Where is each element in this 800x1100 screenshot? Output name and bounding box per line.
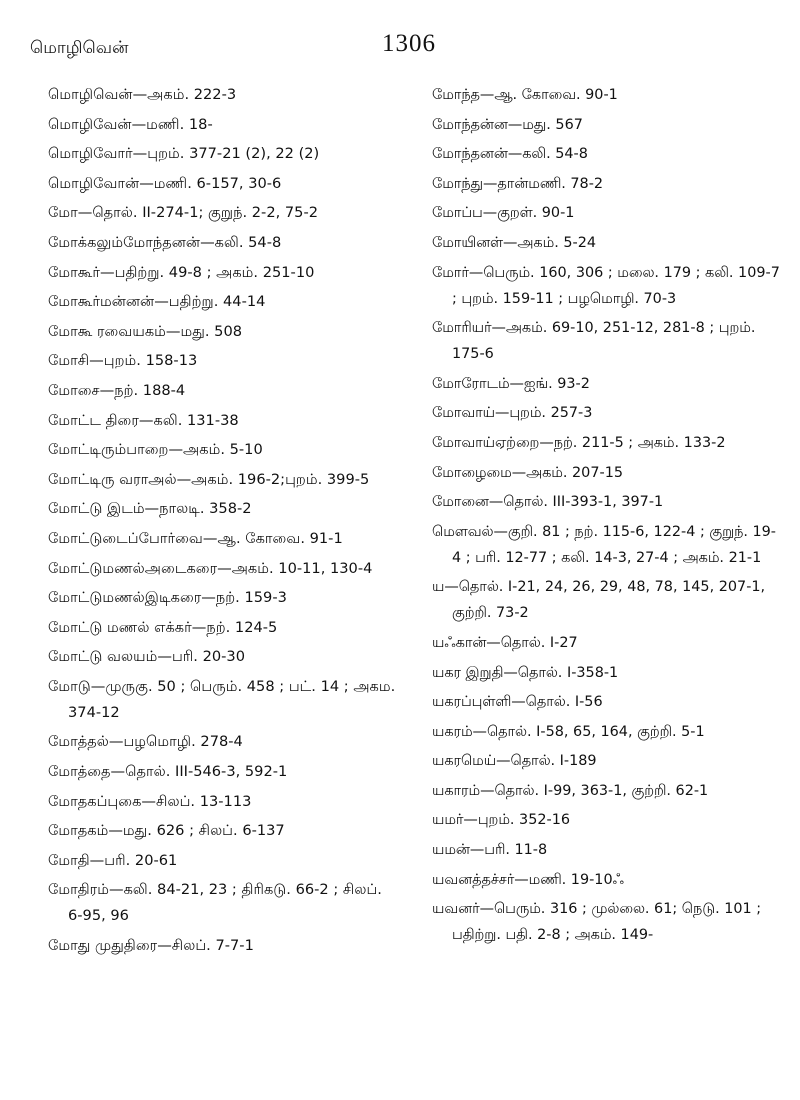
index-entry: மௌவல்—குறி. 81 ; நற். 115-6, 122-4 ; குறுந். 19-4 ; பரி. 12-77 ; கலி. 14-3, 27-4 ; அகம். 21-1 <box>432 523 776 566</box>
index-entry: மோகூர்—பதிற்று. 49-8 ; அகம். 251-10 <box>48 263 315 281</box>
index-entry: மோர்—பெரும். 160, 306 ; மலை. 179 ; கலி. 109-7 ; புறம். 159-11 ; பழமொழி. 70-3 <box>432 264 780 307</box>
index-entry: மோசை—நற். 188-4 <box>48 381 186 399</box>
index-entry: மொழிவோன்—மணி. 6-157, 30-6 <box>48 174 282 192</box>
index-entry: மோரியர்—அகம். 69-10, 251-12, 281-8 ; புறம். 175-6 <box>432 320 756 363</box>
index-entry: மோதகம்—மது. 626 ; சிலப். 6-137 <box>48 822 285 840</box>
index-entry: மோழைமை—அகம். 207-15 <box>432 464 623 481</box>
index-entry: மோப்ப—குறள். 90-1 <box>432 205 575 222</box>
index-entry: மோதிரம்—கலி. 84-21, 23 ; திரிகடு. 66-2 ; சிலப். 6-95, 96 <box>48 881 382 925</box>
index-entry: மோந்து—தான்மணி. 78-2 <box>432 175 604 192</box>
index-entry: யகரப்புள்ளி—தொல். I-56 <box>432 694 603 711</box>
index-entry: மோக்கலும்மோந்தனன்—கலி. 54-8 <box>48 233 282 251</box>
index-entry: மோந்தன்ன—மது. 567 <box>432 116 583 133</box>
index-entry: மோட்டுமணல்இடிகரை—நற். 159-3 <box>48 589 287 607</box>
index-entry: மோரோடம்—ஐங். 93-2 <box>432 375 590 392</box>
left-column <box>48 82 400 963</box>
index-entry: மொழிவேன்—மணி. 18- <box>48 115 213 133</box>
index-entry: யகாரம்—தொல். I-99, 363-1, குற்றி. 62-1 <box>432 782 709 799</box>
index-entry: மோடு—முருகு. 50 ; பெரும். 458 ; பட். 14 ; அகம. 374-12 <box>48 677 396 721</box>
index-entry: ய—தொல். I-21, 24, 26, 29, 48, 78, 145, 207-1, குற்றி. 73-2 <box>432 579 766 622</box>
page-number: 1306 <box>382 30 436 57</box>
index-entry: யமன்—பரி. 11-8 <box>432 842 548 859</box>
index-entry: மோட்ட திரை—கலி. 131-38 <box>48 411 239 429</box>
index-entry: மோட்டு மணல் எக்கர்—நற். 124-5 <box>48 618 278 636</box>
index-entry: மோதகப்புகை—சிலப். 13-113 <box>48 792 252 810</box>
index-entry: யகர இறுதி—தொல். I-358-1 <box>432 664 619 681</box>
index-entry: மோட்டு வலயம்—பரி. 20-30 <box>48 648 245 666</box>
index-entry: மோத்தை—தொல். III-546-3, 592-1 <box>48 763 288 781</box>
index-entry: மோட்டிரு வராஅல்—அகம். 196-2;புறம். 399-5 <box>48 470 370 488</box>
index-entry: மொழிவோர்—புறம். 377-21 (2), 22 (2) <box>48 145 320 163</box>
index-entry: மோகூ ரவையகம்—மது. 508 <box>48 322 243 340</box>
index-entry: மோது முதுதிரை—சிலப். 7-7-1 <box>48 937 254 955</box>
index-entry: மோவாய்ஏற்றை—நற். 211-5 ; அகம். 133-2 <box>432 434 726 451</box>
index-entry: யகரமெய்—தொல். I-189 <box>432 753 597 770</box>
index-entry: மோ—தொல். II-274-1; குறுந். 2-2, 75-2 <box>48 204 318 222</box>
index-entry: மோட்டுடைப்போர்வை—ஆ. கோவை. 91-1 <box>48 529 343 547</box>
index-entry: மொழிவென்—அகம். 222-3 <box>48 86 237 103</box>
index-entry: மோகூர்மன்னன்—பதிற்று. 44-14 <box>48 293 266 311</box>
index-entry: மோந்தனன்—கலி. 54-8 <box>432 146 588 163</box>
index-entry: யவனத்தச்சர்—மணி. 19-10ஃ <box>432 871 624 888</box>
index-entry: மோட்டு இடம்—நாலடி. 358-2 <box>48 500 252 518</box>
index-entry: மோட்டிரும்பாறை—அகம். 5-10 <box>48 441 263 459</box>
right-column <box>432 82 782 952</box>
index-entry: யவனர்—பெரும். 316 ; முல்லை. 61; நெடு. 101 ; பதிற்று. பதி. 2-8 ; அகம். 149- <box>432 901 762 944</box>
index-entry: மோயினள்—அகம். 5-24 <box>432 234 597 251</box>
index-entry: யகரம்—தொல். I-58, 65, 164, குற்றி. 5-1 <box>432 723 705 740</box>
index-entry: மோனை—தொல். III-393-1, 397-1 <box>432 494 664 511</box>
index-entry: மோவாய்—புறம். 257-3 <box>432 405 593 422</box>
index-entry: மோந்த—ஆ. கோவை. 90-1 <box>432 87 618 103</box>
index-entry: மோதி—பரி. 20-61 <box>48 851 178 869</box>
index-entry: மோத்தல்—பழமொழி. 278-4 <box>48 733 243 751</box>
running-head-word: மொழிவென் <box>30 38 129 58</box>
index-entry: மோசி—புறம். 158-13 <box>48 352 198 370</box>
index-entry: யஃகான்—தொல். I-27 <box>432 634 578 651</box>
index-entry: யமர்—புறம். 352-16 <box>432 812 571 829</box>
index-entry: மோட்டுமணல்அடைகரை—அகம். 10-11, 130-4 <box>48 559 373 577</box>
